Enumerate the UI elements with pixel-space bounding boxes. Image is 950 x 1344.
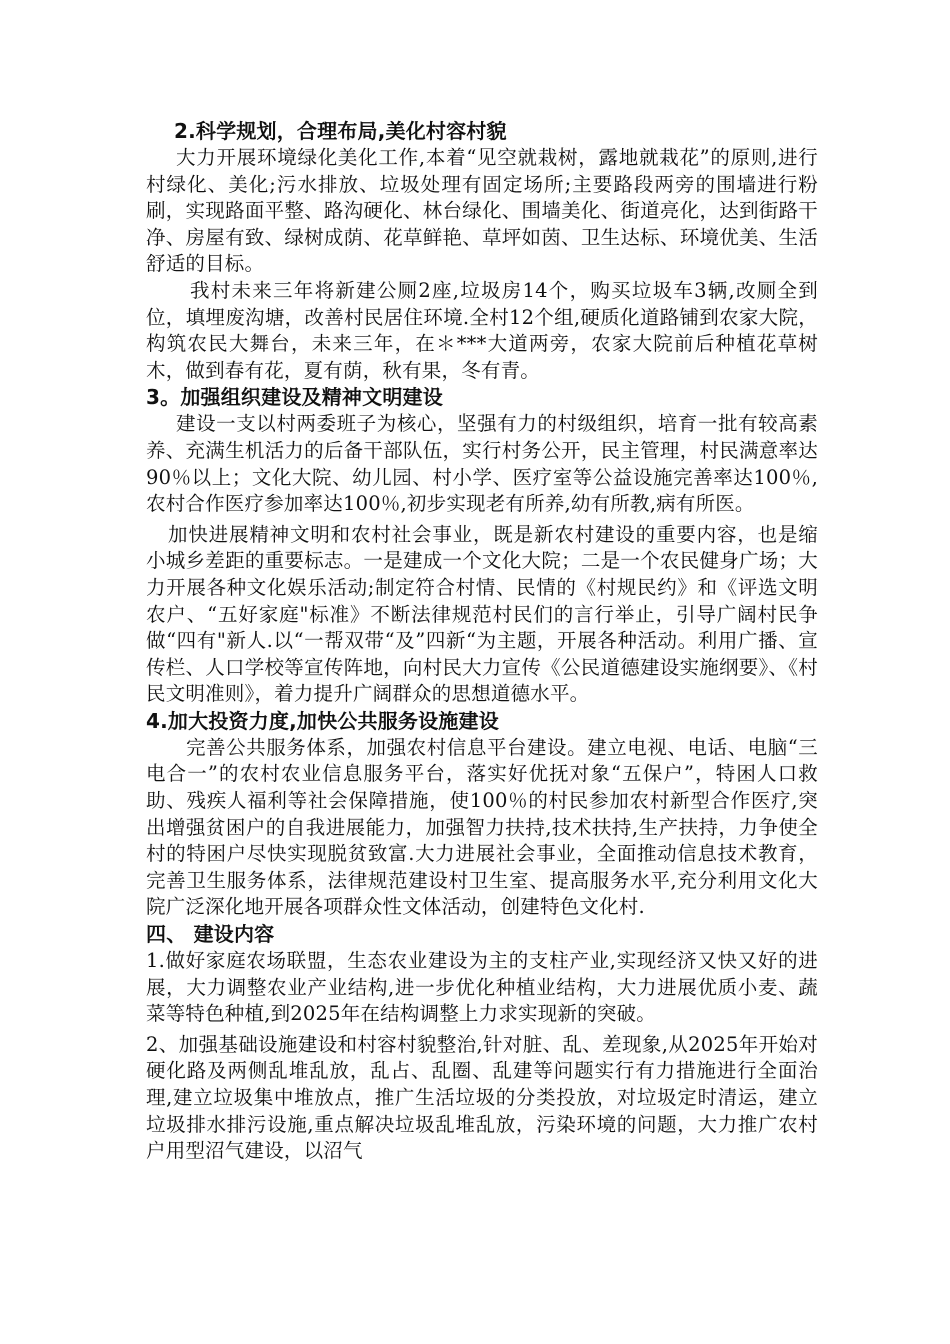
paragraph-village-organization: 建设一支以村两委班子为核心，坚强有力的村级组织，培育一批有较高素养、充满生机活力的后备干部队伍，实行村务公开，民主管理，村民满意率达90％以上；文化大院、幼儿园、村小学、医疗室等公益设施完善率达100％,农村合作医疗参加率达100％,初步实现老有所养,幼有所教,病有所医。 (146, 412, 818, 516)
paragraph-spiritual-civilization: 加快进展精神文明和农村社会事业，既是新农村建设的重要内容，也是缩小城乡差距的重要标志。一是建成一个文化大院；二是一个农民健身广场；大力开展各种文化娱乐活动;制定符合村情、民情的《村规民约》和《评选文明农户、“五好家庭"标准》不断法律规范村民们的言行举止，引导广阔村民争做“四有"新人.以“一帮双带“及”四新“为主题，开展各种活动。利用广播、宣传栏、人口学校等宣传阵地，向村民大力宣传《公民道德建设实施纲要》、《村民文明准则》，着力提升广阔群众的思想道德水平。 (146, 522, 818, 706)
section-heading-planning: 2.科学规划，合理布局,美化村容村貌 (174, 119, 507, 143)
paragraph-family-farm: 1.做好家庭农场联盟，生态农业建设为主的支柱产业,实现经济又快又好的进展，大力调整农业产业结构,进一步优化种植业结构，大力进展优质小麦、蔬菜等特色种植,到2025年在结构调整上力求实现新的突破。 (146, 949, 818, 1026)
section-heading-investment: 4.加大投资力度,加快公共服务设施建设 (146, 708, 499, 733)
section-heading-organization: 3。加强组织建设及精神文明建设 (146, 385, 443, 410)
paragraph-public-services: 完善公共服务体系，加强农村信息平台建设。建立电视、电话、电脑“三电合一”的农村农业信息服务平台，落实好优抚对象“五保户”，特困人口救助、残疾人福利等社会保障措施，使100％的村民参加农村新型合作医疗,突出增强贫困户的自我进展能力，加强智力扶持,技术扶持,生产扶持，力争使全村的特困户尽快实现脱贫致富.大力进展社会事业，全面推动信息技术教育，完善卫生服务体系，法律规范建设村卫生室、提高服务水平,充分利用文化大院广泛深化地开展各项群众性文体活动，创建特色文化村. (146, 735, 818, 919)
paragraph-infrastructure: 2、加强基础设施建设和村容村貌整治,针对脏、乱、差现象,从2025年开始对硬化路及两侧乱堆乱放，乱占、乱圈、乱建等问题实行有力措施进行全面治理,建立垃圾集中堆放点，推广生活垃圾的分类投放，对垃圾定时清运，建立垃圾排水排污设施,重点解决垃圾乱堆乱放，污染环境的问题，大力推广农村户用型沼气建设，以沼气 (146, 1032, 818, 1163)
paragraph-greening: 大力开展环境绿化美化工作,本着“见空就栽树，露地就栽花”的原则,进行村绿化、美化;污水排放、垃圾处理有固定场所;主要路段两旁的围墙进行粉刷，实现路面平整、路沟硬化、林台绿化、围墙美化、街道亮化，达到街路干净、房屋有致、绿树成荫、花草鲜艳、草坪如茵、卫生达标、环境优美、生活舒适的目标。 (146, 146, 818, 276)
paragraph-three-year-plan: 我村未来三年将新建公厕2座,垃圾房14个，购买垃圾车3辆,改厕全到位，填埋废沟塘，改善村民居住环境.全村12个组,硬质化道路铺到农家大院，构筑农民大舞台，未来三年，在＊***大道两旁，农家大院前后种植花草树木，做到春有花，夏有荫，秋有果，冬有青。 (146, 278, 818, 382)
section-heading-construction-content: 四、 建设内容 (146, 922, 275, 947)
